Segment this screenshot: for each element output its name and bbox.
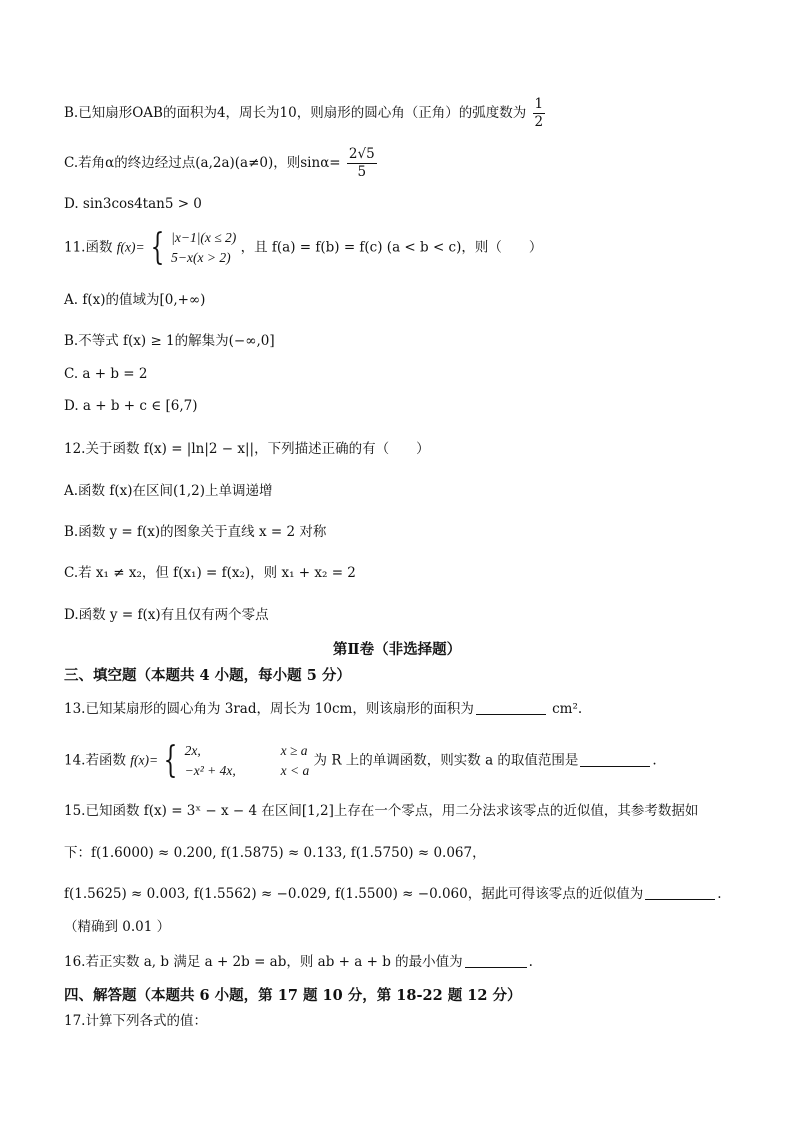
q11-piecewise <box>171 228 236 268</box>
q15-line-1: 15.已知函数 f(x) = 3ˣ − x − 4 在区间[1,2]上存在一个零点，用二分法求该零点的近似值，其参考数据如 <box>64 803 699 819</box>
q15-period: . <box>717 886 722 902</box>
q14-case-1-expr: 2x, <box>184 743 201 758</box>
q12-option-b: B.函数 y = f(x)的图象关于直线 x = 2 对称 <box>64 524 327 540</box>
q14-case-2-cond: x < a <box>280 763 310 778</box>
q14-piecewise <box>185 741 310 781</box>
q12-option-d: D.函数 y = f(x)有且仅有两个零点 <box>64 607 269 623</box>
q14 <box>64 741 734 781</box>
q10-option-b-text: B.已知扇形OAB的面积为4，周长为10，则扇形的圆心角（正角）的弧度数为 <box>64 105 527 121</box>
q12-stem: 12.关于函数 f(x) = |ln|2 − x||，下列描述正确的有（ ） <box>64 441 430 457</box>
q15-line-3-text: f(1.5625) ≈ 0.003, f(1.5562) ≈ −0.029, f(1.5500) ≈ −0.060，据此可得该零点的近似值为 <box>64 886 644 902</box>
fraction <box>533 96 546 131</box>
q11-option-d: D. a + b + c ∈ [6,7) <box>64 398 198 414</box>
part-2-title: 第Ⅱ卷（非选择题） <box>332 641 462 658</box>
q10-option-b <box>64 96 734 131</box>
fraction-denominator: 2 <box>534 114 544 130</box>
q15-line-4: （精确到 0.01 ） <box>64 919 171 935</box>
q13 <box>64 699 734 719</box>
fraction <box>347 146 377 181</box>
section-4-heading: 四、解答题（本题共 6 小题，第 17 题 10 分，第 18-22 题 12 分） <box>64 987 522 1004</box>
q13-unit: cm² <box>552 701 578 717</box>
q14-prefix: 14.若函数 <box>64 752 126 769</box>
fraction-numerator: 1 <box>534 96 544 112</box>
fraction-denominator: 5 <box>357 164 367 180</box>
left-brace: { <box>164 740 178 781</box>
q14-text: 为 R 上的单调函数，则实数 a 的取值范围是 <box>313 752 579 769</box>
q11-function-name: f(x)= <box>116 239 145 255</box>
q15-line-3 <box>64 884 734 904</box>
q16-period: . <box>528 954 533 970</box>
q11-suffix: ，且 f(a) = f(b) = f(c) (a < b < c)，则（ ） <box>240 239 543 256</box>
fraction-numerator: 2√5 <box>348 146 375 162</box>
q10-option-c <box>64 146 734 181</box>
q11-option-a: A. f(x)的值域为[0,+∞) <box>64 292 206 308</box>
q11-prefix: 11.函数 <box>64 239 113 256</box>
q15-line-2: 下：f(1.6000) ≈ 0.200, f(1.5875) ≈ 0.133, f(1.5750) ≈ 0.067， <box>64 845 486 861</box>
q13-text: 13.已知某扇形的圆心角为 3rad，周长为 10cm，则该扇形的面积为 <box>64 701 474 717</box>
section-3-heading: 三、填空题（本题共 4 小题，每小题 5 分） <box>64 667 351 684</box>
q12-option-c: C.若 x₁ ≠ x₂，但 f(x₁) = f(x₂)，则 x₁ + x₂ = 2 <box>64 565 356 581</box>
q14-function-name: f(x)= <box>130 752 159 768</box>
q11-stem <box>64 228 734 268</box>
left-brace: { <box>150 227 165 268</box>
q11-case-2: 5−x(x > 2) <box>171 250 231 265</box>
q11-case-1: |x−1|(x ≤ 2) <box>171 230 237 245</box>
answer-blank[interactable] <box>645 885 715 900</box>
q14-period: . <box>652 752 657 769</box>
q11-option-c: C. a + b = 2 <box>64 366 148 382</box>
q14-case-1-cond: x ≥ a <box>280 743 308 758</box>
q10-option-d: D. sin3cos4tan5 > 0 <box>64 196 202 212</box>
q11-option-b: B.不等式 f(x) ≥ 1的解集为(−∞,0] <box>64 333 275 349</box>
q16 <box>64 952 734 972</box>
q17: 17.计算下列各式的值： <box>64 1013 207 1029</box>
answer-blank[interactable] <box>476 700 546 715</box>
q12-option-a: A.函数 f(x)在区间(1,2)上单调递增 <box>64 483 273 499</box>
q13-period: . <box>577 701 583 717</box>
answer-blank[interactable] <box>465 953 527 968</box>
q14-case-2-expr: −x² + 4x, <box>184 763 236 778</box>
q16-text: 16.若正实数 a, b 满足 a + 2b = ab，则 ab + a + b 的最小值为 <box>64 954 463 970</box>
q10-option-c-text: C.若角α的终边经过点(a,2a)(a≠0)，则sinα= <box>64 155 341 171</box>
answer-blank[interactable] <box>580 752 650 767</box>
